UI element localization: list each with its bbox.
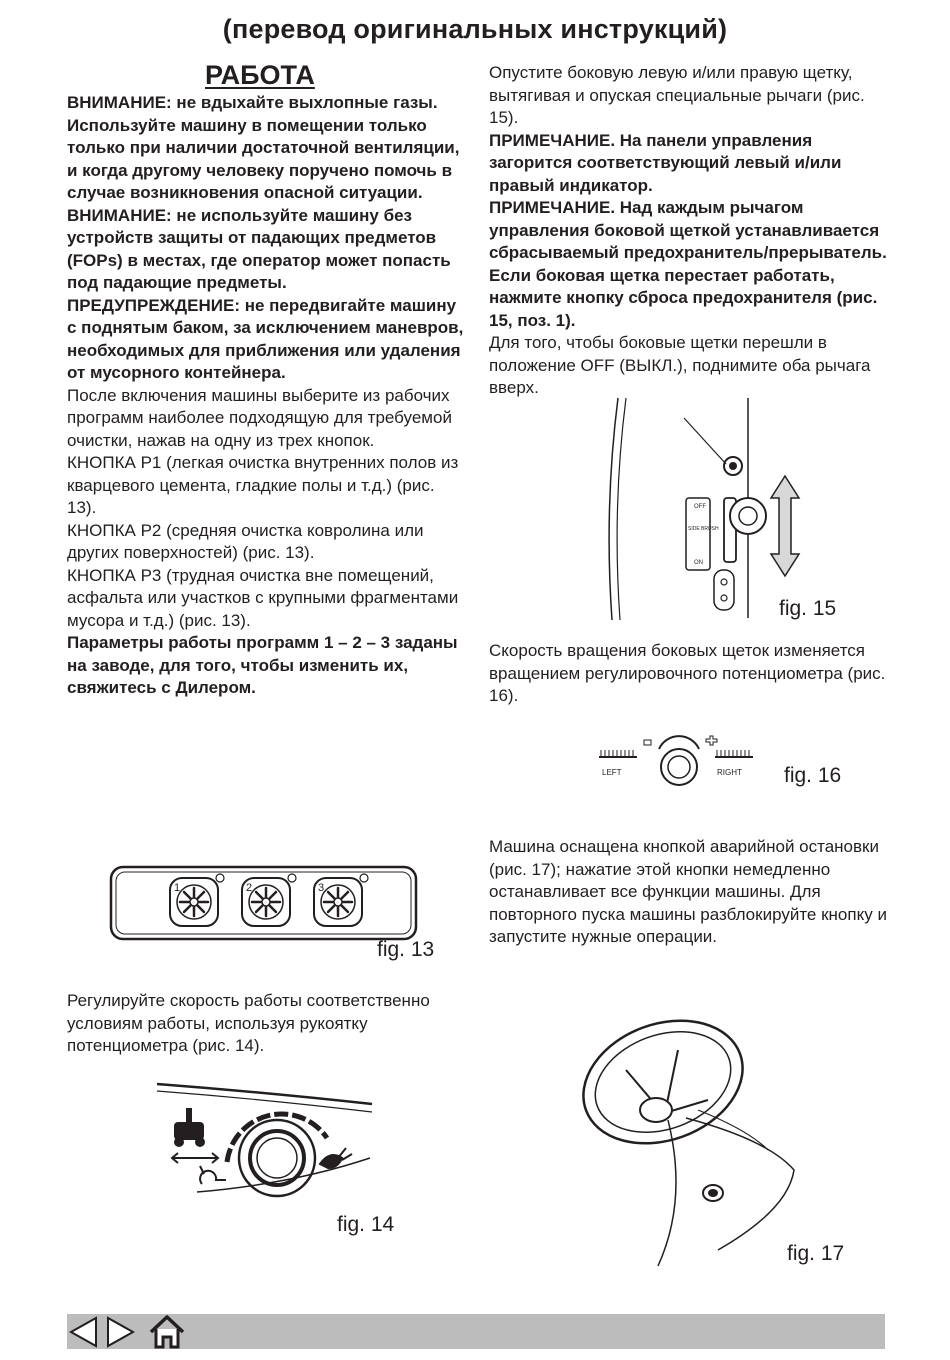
fig14-speed-potentiometer bbox=[152, 1082, 377, 1194]
panel-off-label: OFF bbox=[694, 504, 706, 510]
fig16-caption: fig. 16 bbox=[784, 764, 842, 787]
double-arrow-icon bbox=[172, 1153, 218, 1163]
brush-off-instruction: Для того, чтобы боковые щетки перешли в положение OFF (ВЫКЛ.), поднимите оба рычага вверх. bbox=[489, 333, 871, 397]
program-intro: После включения машины выберите из рабочих программ наиболее подходящую для требуемой очистки, нажав на одну из трех кнопок. bbox=[67, 385, 452, 450]
program-led-1 bbox=[216, 874, 224, 882]
warning-fops: ВНИМАНИЕ: не используйте машину без устройств защиты от падающих предметов (FOPs) в местах, где оператор может попасть под падающие предметы. bbox=[67, 205, 451, 292]
fig17-caption: fig. 17 bbox=[787, 1242, 845, 1265]
plus-icon bbox=[706, 736, 717, 745]
fig15-caption: fig. 15 bbox=[779, 597, 837, 620]
side-brush-lever[interactable] bbox=[724, 498, 766, 562]
left-brush-icon bbox=[599, 750, 637, 757]
fig14-caption: fig. 14 bbox=[337, 1213, 395, 1236]
brush-lower-instruction: Опустите боковую левую и/или правую щетку, вытягивая и опуская специальные рычаги (рис. 15). bbox=[489, 63, 865, 127]
warning-exhaust: ВНИМАНИЕ: не вдыхайте выхлопные газы. Используйте машину в помещении только только при наличии достаточной вентиляции, и когда другому человеку поручено помочь в случае возникновения опасной ситуации. bbox=[67, 93, 460, 202]
right-brush-label: RIGHT bbox=[717, 768, 742, 777]
emergency-stop-button[interactable] bbox=[703, 1185, 723, 1201]
left-column-text bbox=[67, 92, 467, 700]
rotation-instruction: Скорость вращения боковых щеток изменяется вращением регулировочного потенциометра (рис. 16). bbox=[489, 641, 886, 705]
steering-wheel bbox=[566, 999, 760, 1164]
button-p2-desc: КНОПКА P2 (средняя очистка ковролина или других поверхностей) (рис. 13). bbox=[67, 520, 424, 562]
footer-bar bbox=[67, 1314, 885, 1349]
program-button-3-label: 3 bbox=[318, 882, 325, 894]
button-p1-desc: КНОПКА P1 (легкая очистка внутренних полов из кварцевого цемента, гладкие полы и т.д.) (рис. 13). bbox=[67, 453, 459, 517]
fig17-steering-emergency-stop bbox=[568, 1020, 800, 1266]
section-title: РАБОТА bbox=[205, 60, 315, 90]
right-column-text bbox=[489, 62, 889, 400]
document-header: (перевод оригинальных инструкций) bbox=[222, 14, 728, 44]
caution-raised-hopper: ПРЕДУПРЕЖДЕНИЕ: не передвигайте машину с поднятым баком, за исключением маневров, необходимых для приближения или удаления от мусорного контейнера. bbox=[67, 295, 464, 382]
program-button-1-label: 1 bbox=[174, 882, 181, 894]
minus-icon bbox=[644, 740, 651, 745]
fig13-caption: fig. 13 bbox=[377, 938, 435, 961]
program-led-2 bbox=[288, 874, 296, 882]
arrow-left-icon[interactable] bbox=[68, 1316, 100, 1348]
emergency-stop-instruction: Машина оснащена кнопкой аварийной остановки (рис. 17); нажатие этой кнопки немедленно останавливает все функции машины. Для повторного пуска машины разблокируйте кнопку и запустите нужные операции. bbox=[489, 837, 887, 946]
brush-speed-knob[interactable] bbox=[661, 749, 697, 785]
arrow-right-icon[interactable] bbox=[104, 1316, 136, 1348]
button-p3-desc: КНОПКА P3 (трудная очистка вне помещений, асфальта или участков с крупными фрагментами мусора и т.д.) (рис. 13). bbox=[67, 565, 459, 630]
fig13-program-panel bbox=[108, 864, 420, 944]
snail-icon bbox=[200, 1166, 226, 1184]
panel-on-label: ON bbox=[694, 560, 703, 566]
program-led-3 bbox=[360, 874, 368, 882]
fig16-brush-speed-potentiometer bbox=[597, 735, 761, 787]
fig15-side-brush-lever bbox=[598, 398, 823, 626]
home-icon[interactable] bbox=[148, 1314, 186, 1350]
left-brush-label: LEFT bbox=[602, 768, 622, 777]
speed-instruction: Регулируйте скорость работы соответственно условиям работы, используя рукоятку потенциометра (рис. 14). bbox=[67, 991, 430, 1055]
program-button-2-label: 2 bbox=[246, 882, 253, 894]
up-down-arrow-icon bbox=[771, 476, 799, 576]
panel-side-brush-label: SIDE BRUSH bbox=[688, 526, 719, 532]
program-params-note: Параметры работы программ 1 – 2 – 3 заданы на заводе, для того, чтобы изменить их, свяжитесь с Дилером. bbox=[67, 633, 458, 697]
cleaning-machine-icon bbox=[174, 1108, 205, 1147]
note-indicator: ПРИМЕЧАНИЕ. На панели управления загорится соответствующий левый и/или правый индикатор. bbox=[489, 130, 842, 195]
right-brush-icon bbox=[715, 750, 753, 757]
note-breaker: ПРИМЕЧАНИЕ. Над каждым рычагом управления боковой щеткой устанавливается сбрасываемый предохранитель/прерыватель. Если боковая щетка перестает работать, нажмите кнопку сброса предохранителя (рис. 15, поз. 1). bbox=[489, 198, 887, 330]
